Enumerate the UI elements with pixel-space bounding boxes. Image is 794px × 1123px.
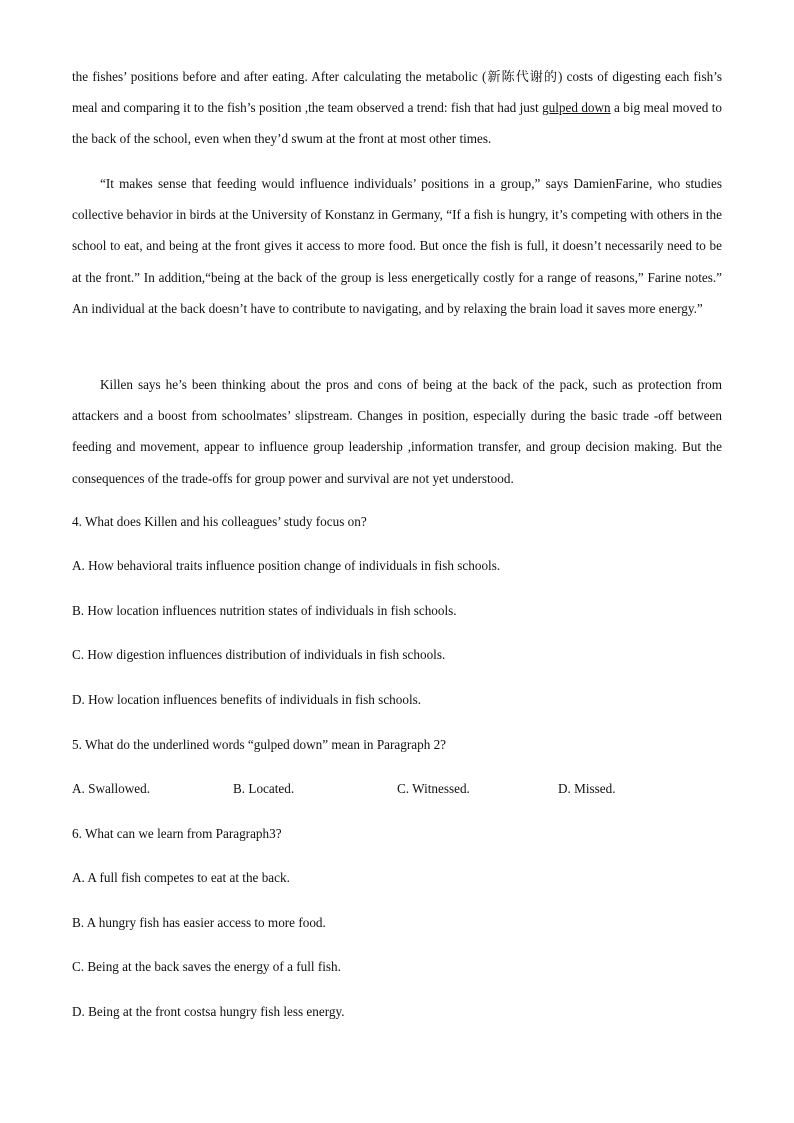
- question-5-option-a: A. Swallowed.: [72, 781, 151, 796]
- question-6-option-b: B. A hungry fish has easier access to more food.: [72, 915, 326, 930]
- question-5-stem: 5. What do the underlined words “gulped down” mean in Paragraph 2?: [72, 737, 447, 752]
- question-4-option-d: D. How location influences benefits of individuals in fish schools.: [72, 692, 422, 707]
- question-6-option-c: C. Being at the back saves the energy of a full fish.: [72, 959, 341, 974]
- paragraph-1-text-after: a big meal moved to the back of the school, even when they’d swum at the front at most other times.: [72, 100, 723, 147]
- question-6-option-d: D. Being at the front costsa hungry fish less energy.: [72, 1004, 345, 1019]
- question-4-option-a: A. How behavioral traits influence position change of individuals in fish schools.: [72, 558, 501, 573]
- question-5-option-d: D. Missed.: [558, 781, 616, 796]
- question-5-options: [72, 780, 722, 798]
- question-4-option-b: B. How location influences nutrition states of individuals in fish schools.: [72, 603, 457, 618]
- question-5-option-c: C. Witnessed.: [397, 781, 470, 796]
- paragraph-3: Killen says he’s been thinking about the pros and cons of being at the back of the pack, such as protection from attackers and a boost from schoolmates’ slipstream. Changes in position, especially during the basic trade -off between feeding and movement, appear to influence group leadership ,information transfer, and group decision making. But the consequences of the trade-offs for group power and survival are not yet understood.: [72, 377, 722, 486]
- underlined-phrase: gulped down: [542, 100, 611, 116]
- question-4-stem: 4. What does Killen and his colleagues’ study focus on?: [72, 514, 367, 529]
- paragraph-1: [72, 61, 722, 155]
- paragraph-1-text-before: the fishes’ positions before and after eating. After calculating the metabolic (新陈代谢的) costs of digesting each fish’s meal and comparing it to the fish’s position ,the team observed a trend: fish that had just: [72, 69, 722, 116]
- question-6-stem: 6. What can we learn from Paragraph3?: [72, 826, 282, 841]
- paragraph-2: “It makes sense that feeding would influence individuals’ positions in a group,” says DamienFarine, who studies collective behavior in birds at the University of Konstanz in Germany, “If a fish is hungry, it’s competing with others in the school to eat, and being at the front gives it access to more food. But once the fish is full, it doesn’t necessarily need to be at the front.” In addition,“being at the back of the group is less energetically costly for a range of reasons,” Farine notes.” An individual at the back doesn’t have to contribute to navigating, and by relaxing the brain load it saves more energy.”: [72, 176, 722, 316]
- question-6-option-a: A. A full fish competes to eat at the back.: [72, 870, 290, 885]
- question-5-option-b: B. Located.: [233, 781, 295, 796]
- question-4-option-c: C. How digestion influences distribution of individuals in fish schools.: [72, 647, 446, 662]
